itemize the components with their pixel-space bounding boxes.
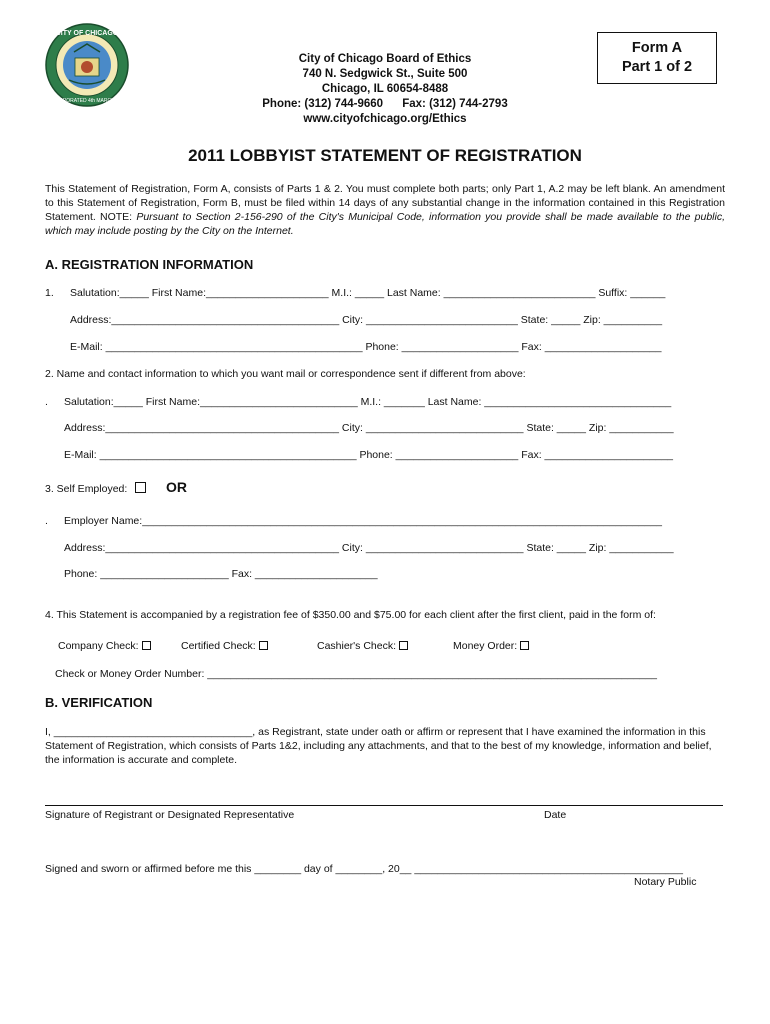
city-seal-logo	[44, 22, 130, 108]
cashiers-check-checkbox[interactable]	[399, 641, 408, 650]
q2-label: 2. Name and contact information to which you want mail or correspondence sent if different from above:	[45, 368, 526, 380]
check-number-field[interactable]: Check or Money Order Number: _____________________________________________________________________________	[55, 668, 657, 680]
q2-name-fields[interactable]: Salutation:_____ First Name:___________________________ M.I.: _______ Last Name: ________________________________	[64, 396, 672, 408]
payment-option-label: Certified Check:	[181, 640, 256, 652]
page-title: 2011 LOBBYIST STATEMENT OF REGISTRATION	[188, 146, 582, 165]
intro-text: This Statement of Registration, Form A, consists of Parts 1 & 2. You must complete both parts; only Part 1, A.2 may be left blank. An amendment to this Statement of Registration, Form B, must be filed within 14 days of any substantial change in the information contained in this Registration Statement. NOTE:	[45, 183, 725, 223]
q1-number: 1.	[45, 287, 54, 299]
signature-label: Signature of Registrant or Designated Representative	[45, 809, 295, 821]
self-employed-checkbox[interactable]	[135, 482, 146, 493]
q1-name-fields[interactable]: Salutation:_____ First Name:_____________________ M.I.: _____ Last Name: __________________________ Suffix: ______	[70, 287, 666, 299]
section-a-heading: A. REGISTRATION INFORMATION	[45, 257, 254, 272]
payment-option-certified-check	[181, 640, 268, 652]
money-order-checkbox[interactable]	[520, 641, 529, 650]
header-street: 740 N. Sedgwick St., Suite 500	[302, 68, 468, 80]
employer-name-field[interactable]: Employer Name:_________________________________________________________________________________________	[64, 515, 662, 527]
payment-option-label: Company Check:	[58, 640, 139, 652]
form-id-box	[597, 32, 717, 84]
employer-address-fields[interactable]: Address:________________________________________ City: ___________________________ State: _____ Zip: ___________	[64, 542, 674, 554]
date-label: Date	[544, 809, 567, 821]
svg-text:INCORPORATED 4th MARCH 1837: INCORPORATED 4th MARCH 1837	[46, 98, 128, 104]
employer-contact-fields[interactable]: Phone: ______________________ Fax: _____________________	[64, 568, 378, 580]
payment-option-cashiers-check	[317, 640, 408, 652]
q4-fee-label: 4. This Statement is accompanied by a registration fee of $350.00 and $75.00 for each client after the first client, paid in the form of:	[45, 609, 656, 621]
header-org-name: City of Chicago Board of Ethics	[298, 53, 472, 65]
q3-or-label: OR	[166, 479, 187, 495]
q1-contact-fields[interactable]: E-Mail: ____________________________________________ Phone: ____________________ Fax: ____________________	[70, 341, 662, 353]
notary-label: Notary Public	[634, 876, 697, 888]
header-website: www.cityofchicago.org/Ethics	[303, 113, 467, 125]
q2-address-fields[interactable]: Address:________________________________________ City: ___________________________ State: _____ Zip: ___________	[64, 422, 674, 434]
q1-address-fields[interactable]: Address:_______________________________________ City: __________________________ State: _____ Zip: __________	[70, 314, 663, 326]
q3-self-employed	[45, 482, 146, 495]
verification-text: I, __________________________________, as Registrant, state under oath or affirm or represent that I have examined the information in this Statement of Registration, which consists of Parts 1&2, including any attachments, and that to the best of my knowledge, information and belief, the information is accurate and complete.	[45, 726, 712, 766]
notary-sworn-line[interactable]: Signed and sworn or affirmed before me this ________ day of ________, 20__ ______________________________________________	[45, 863, 683, 875]
q3-label: 3. Self Employed:	[45, 483, 128, 495]
section-b-heading: B. VERIFICATION	[45, 695, 153, 710]
payment-option-label: Cashier's Check:	[317, 640, 397, 652]
payment-option-company-check	[58, 640, 151, 652]
form-part-label: Part 1 of 2	[621, 59, 693, 75]
intro-note-italic: Pursuant to Section 2-156-290 of the City's Municipal Code, information you provide shall be made available to the public, which may include posting by the City on the Internet.	[45, 211, 726, 237]
header-city: Chicago, IL 60654-8488	[321, 83, 449, 95]
svg-text:CITY OF CHICAGO: CITY OF CHICAGO	[55, 30, 119, 37]
certified-check-checkbox[interactable]	[259, 641, 268, 650]
header-phone-fax: Phone: (312) 744-9660 Fax: (312) 744-2793	[262, 98, 508, 110]
company-check-checkbox[interactable]	[142, 641, 151, 650]
intro-paragraph	[45, 182, 725, 238]
header-address-block	[230, 52, 540, 127]
q2-bullet: .	[45, 396, 48, 408]
payment-option-money-order	[453, 640, 529, 652]
q3-bullet: .	[45, 515, 48, 527]
signature-line[interactable]	[45, 805, 723, 806]
form-id-label: Form A	[631, 40, 683, 56]
q2-contact-fields[interactable]: E-Mail: ____________________________________________ Phone: _____________________ Fax: ______________________	[64, 449, 673, 461]
payment-option-label: Money Order:	[453, 640, 518, 652]
